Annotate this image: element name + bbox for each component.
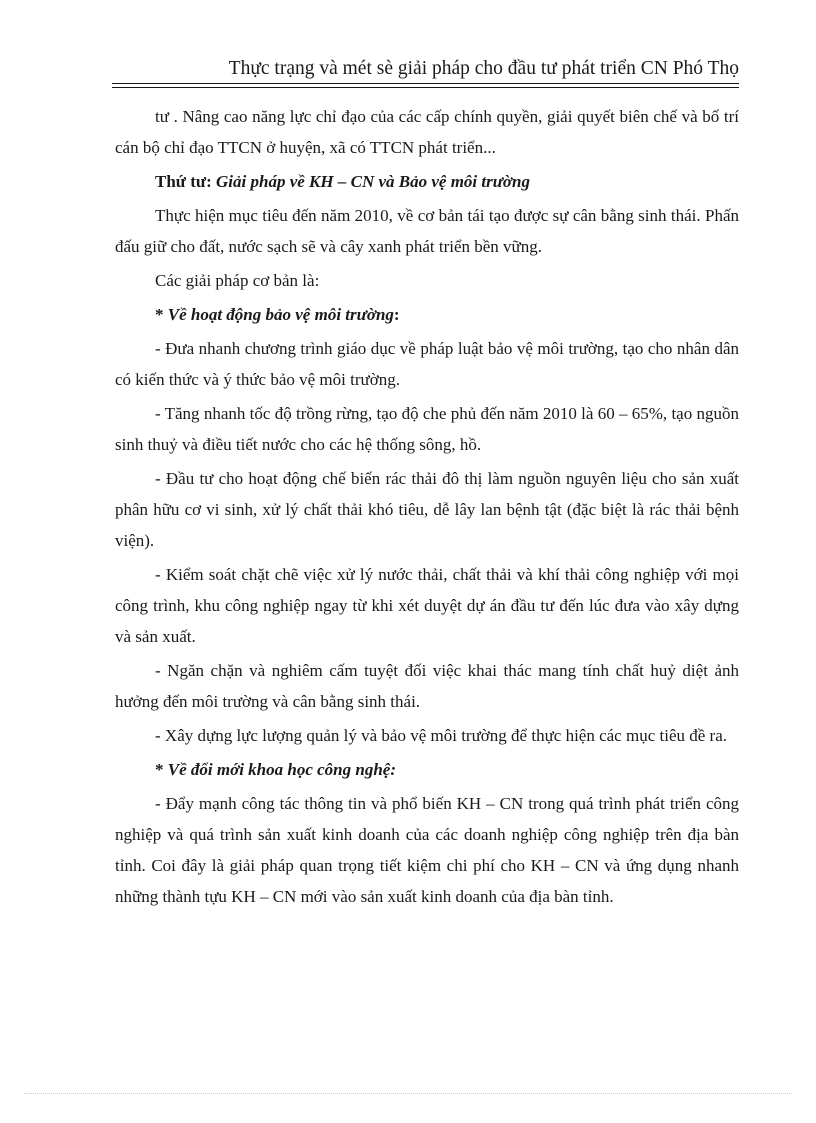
section-heading-prefix: Thứ tư:: [155, 172, 217, 191]
bullet-information: - Đẩy mạnh công tác thông tin và phổ biến KH – CN trong quá trình phát triển công nghiệp và quá trình sản xuất kinh doanh của các doanh nghiệp công nghiệp trên địa bàn tỉnh. Coi đây là giải pháp quan trọng tiết kiệm chi phí cho KH – CN và ứng dụng nhanh những thành tựu KH – CN mới vào sản xuất kinh doanh của địa bàn tỉnh.: [115, 794, 739, 906]
bullet-control: - Kiểm soát chặt chẽ việc xử lý nước thải, chất thải và khí thải công nghiệp với mọi công trình, khu công nghiệp ngay từ khi xét duyệt dự án đầu tư đến lúc đưa vào xây dựng và sản xuất.: [115, 565, 739, 646]
bullet-force: - Xây dựng lực lượng quản lý và bảo vệ môi trường để thực hiện các mục tiêu đề ra.: [155, 726, 727, 745]
bullet-waste: - Đầu tư cho hoạt động chế biến rác thải đô thị làm nguồn nguyên liệu cho sản xuất phân hữu cơ vi sinh, xử lý chất thải khó tiêu, dễ lây lan bệnh tật (đặc biệt là rác thải bệnh viện).: [115, 469, 739, 550]
paragraph-solutions-intro: Các giải pháp cơ bản là:: [155, 271, 320, 290]
bullet-prevent: - Ngăn chặn và nghiêm cấm tuyệt đối việc khai thác mang tính chất huỷ diệt ảnh hưởng đến môi trường và cân bằng sinh thái.: [115, 661, 739, 711]
subheading-environment-title: Về hoạt động bảo vệ môi trường: [167, 305, 394, 324]
subheading-technology-title: Về đổi mới khoa học công nghệ:: [167, 760, 396, 779]
header-rule-thin: [112, 87, 739, 88]
subheading-star: *: [155, 305, 168, 324]
subheading-technology: [115, 754, 739, 785]
document-body: [115, 101, 739, 915]
paragraph-intro: tư . Nâng cao năng lực chỉ đạo của các cấp chính quyền, giải quyết biên chế và bố trí cán bộ chỉ đạo TTCN ở huyện, xã có TTCN phát triển...: [115, 107, 739, 157]
section-heading: [115, 166, 739, 197]
subheading-colon: :: [393, 305, 400, 324]
footer-dotted-rule: [24, 1093, 792, 1094]
page-header-title: Thực trạng và mét sè giải pháp cho đầu tư phát triển CN Phó Thọ: [228, 58, 739, 79]
paragraph-goal: Thực hiện mục tiêu đến năm 2010, về cơ bản tái tạo được sự cân bằng sinh thái. Phấn đấu giữ cho đất, nước sạch sẽ và cây xanh phát triển bền vững.: [115, 206, 739, 256]
subheading-star: *: [155, 760, 168, 779]
bullet-education: - Đưa nhanh chương trình giáo dục về pháp luật bảo vệ môi trường, tạo cho nhân dân có kiến thức và ý thức bảo vệ môi trường.: [115, 339, 739, 389]
section-heading-title: Giải pháp về KH – CN và Bảo vệ môi trường: [216, 172, 530, 191]
bullet-forest: - Tăng nhanh tốc độ trồng rừng, tạo độ che phủ đến năm 2010 là 60 – 65%, tạo nguồn sinh thuỷ và điều tiết nước cho các hệ thống sông, hồ.: [115, 404, 739, 454]
header-rule-thick: [112, 83, 739, 84]
subheading-environment: [115, 299, 739, 330]
